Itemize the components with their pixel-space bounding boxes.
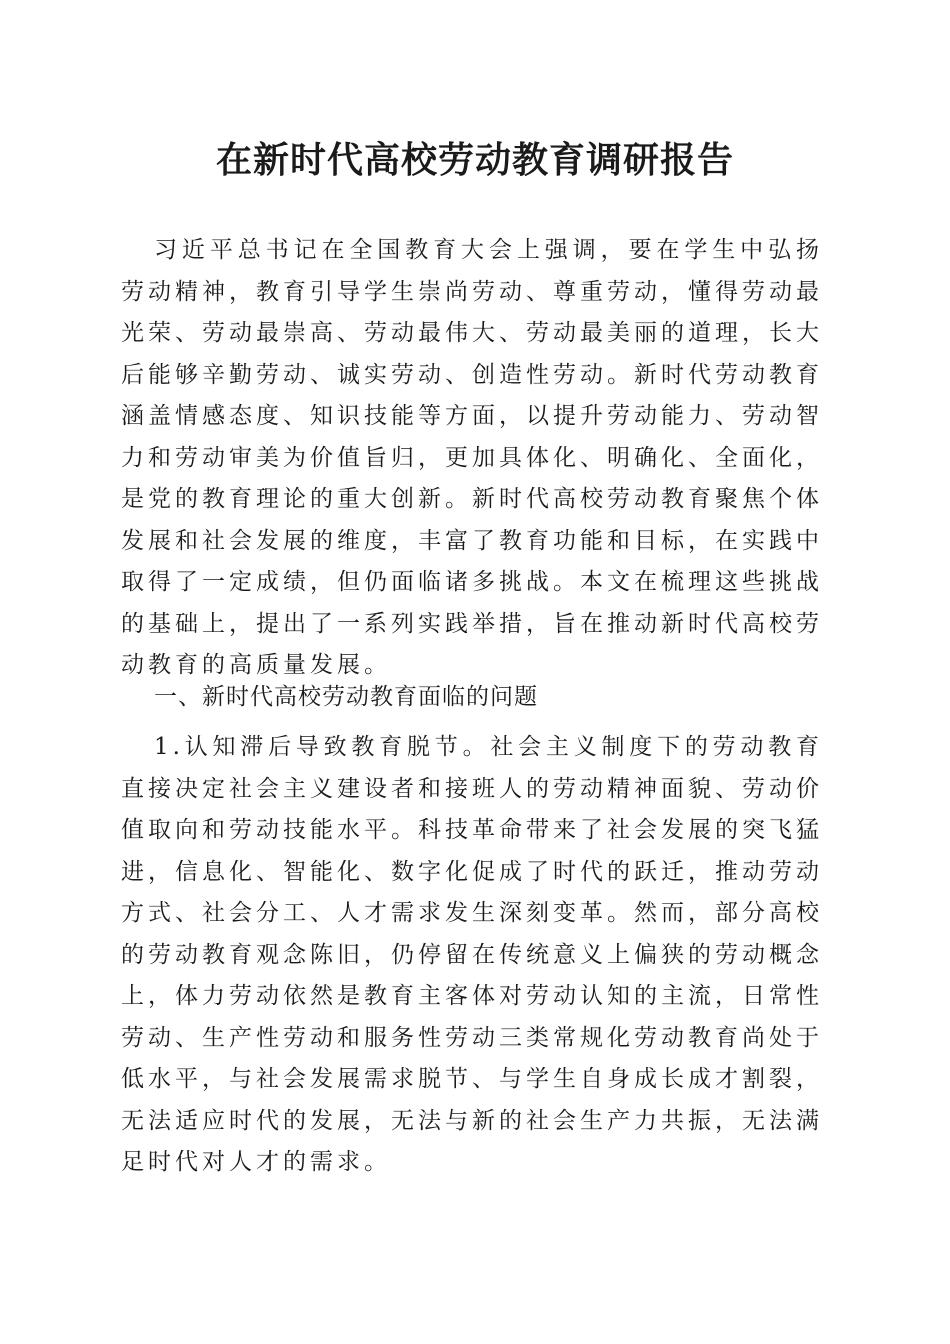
document-title: 在新时代高校劳动教育调研报告 — [215, 139, 734, 181]
intro-paragraph: 习近平总书记在全国教育大会上强调，要在学生中弘扬劳动精神，教育引导学生崇尚劳动、尊重劳动，懂得劳动最光荣、劳动最崇高、劳动最伟大、劳动最美丽的道理，长大后能够辛勤劳动、诚实劳动、创造性劳动。新时代劳动教育涵盖情感态度、知识技能等方面，以提升劳动能力、劳动智力和劳动审美为价值旨归，更加具体化、明确化、全面化，是党的教育理论的重大创新。新时代高校劳动教育聚焦个体发展和社会发展的维度，丰富了教育功能和目标，在实践中取得了一定成绩，但仍面临诸多挑战。本文在梳理这些挑战的基础上，提出了一系列实践举措，旨在推动新时代高校劳动教育的高质量发展。 — [121, 237, 823, 678]
section-heading: 一、新时代高校劳动教育面临的问题 — [154, 684, 538, 710]
section-paragraph: 1.认知滞后导致教育脱节。社会主义制度下的劳动教育直接决定社会主义建设者和接班人的劳动精神面貌、劳动价值取向和劳动技能水平。科技革命带来了社会发展的突飞猛进，信息化、智能化、数字化促成了时代的跃迁，推动劳动方式、社会分工、人才需求发生深刻变革。然而，部分高校的劳动教育观念陈旧，仍停留在传统意义上偏狭的劳动概念上，体力劳动依然是教育主客体对劳动认知的主流，日常性劳动、生产性劳动和服务性劳动三类常规化劳动教育尚处于低水平，与社会发展需求脱节、与学生自身成长成才割裂，无法适应时代的发展，无法与新的社会生产力共振，无法满足时代对人才的需求。 — [121, 734, 823, 1175]
